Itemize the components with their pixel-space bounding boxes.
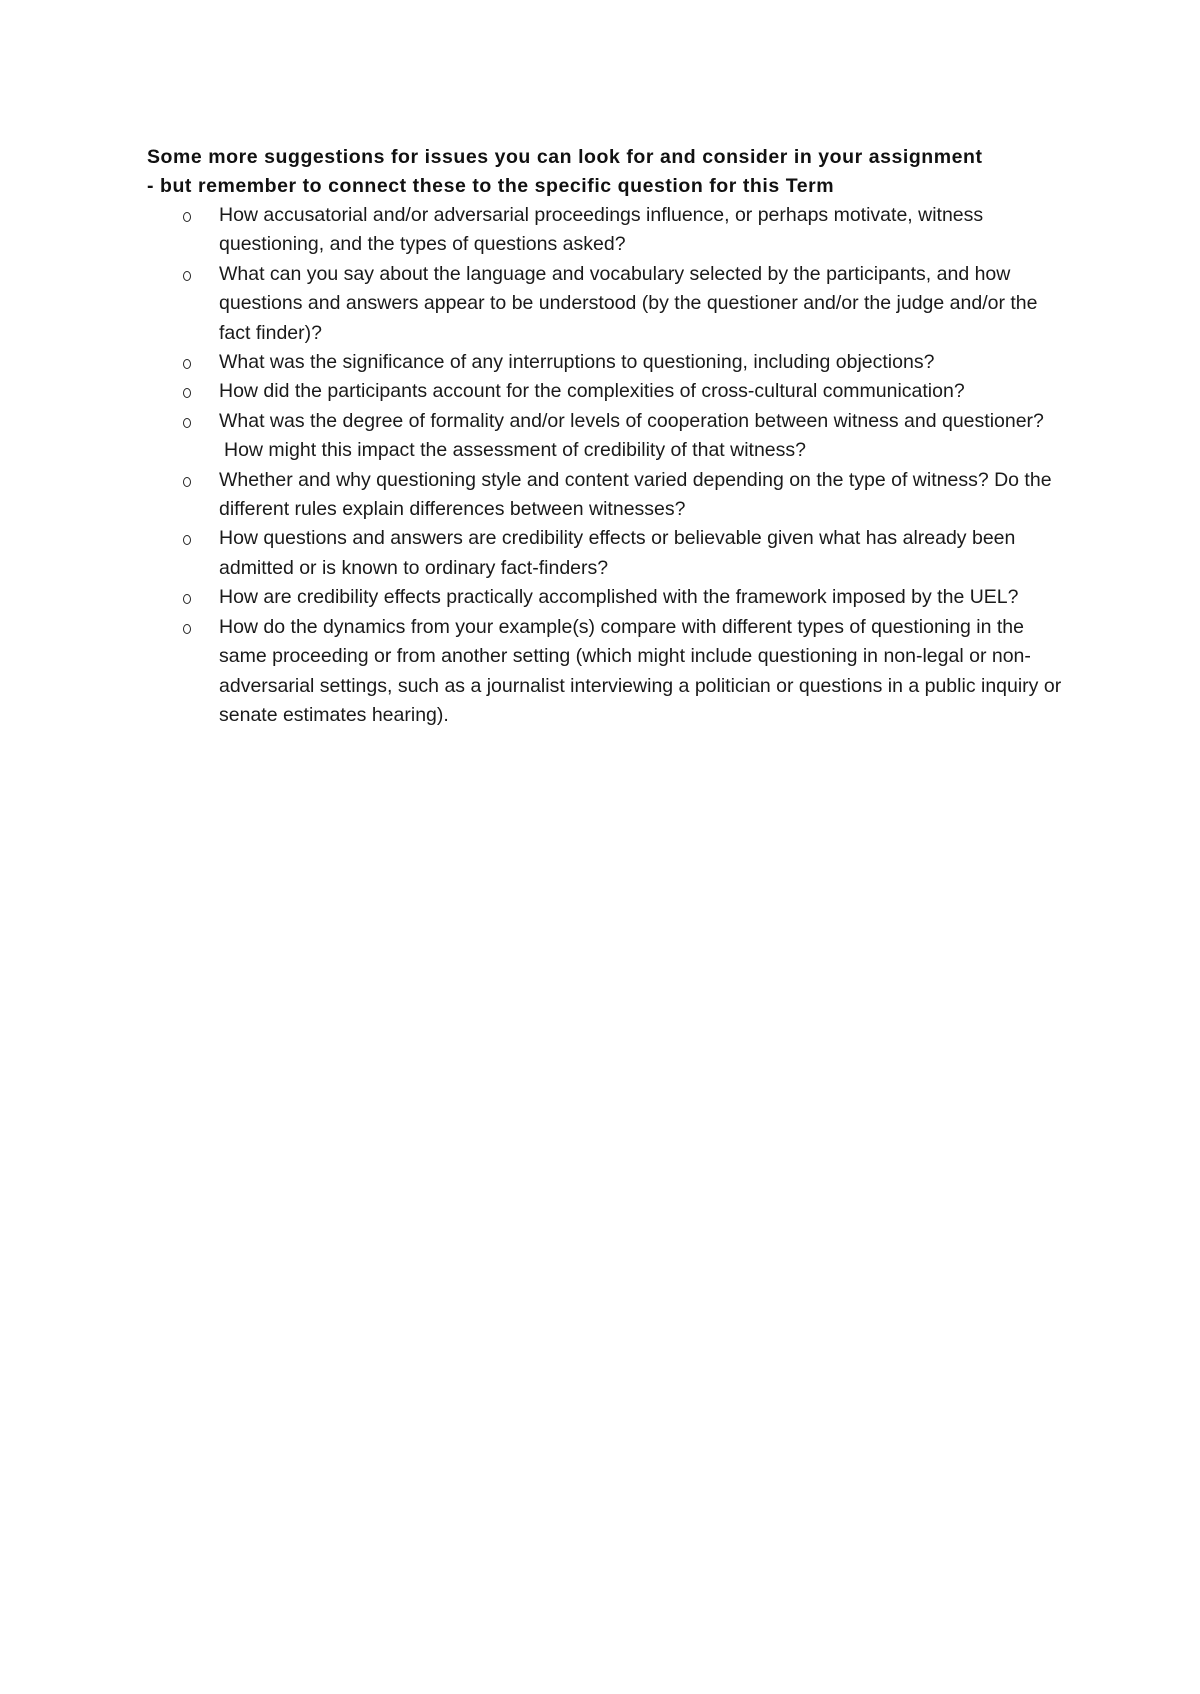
heading-line-2: - but remember to connect these to the specific question for this Term [147, 175, 835, 197]
list-item [147, 260, 1067, 348]
list-item-text: Whether and why questioning style and content varied depending on the type of witness? Do the different rules explain differences between witnesses? [219, 468, 1052, 521]
hollow-bullet-icon [183, 359, 191, 369]
list-item-note: How might this impact the assessment of credibility of that witness? [224, 439, 806, 462]
list-item [147, 524, 1067, 583]
list-item-text: How are credibility effects practically accomplished with the framework imposed by the UEL? [219, 586, 1019, 609]
list-item-text: How did the participants account for the complexities of cross-cultural communication? [219, 380, 965, 403]
list-item-text: How do the dynamics from your example(s) compare with different types of questioning in the same proceeding or from another setting (which might include questioning in non-legal or non-adversarial settings, such as a journalist interviewing a politician or questions in a public inquiry or senate estimates hearing). [219, 615, 1062, 726]
list-item-text: How accusatorial and/or adversarial proceedings influence, or perhaps motivate, witness questioning, and the types of questions asked? [219, 204, 984, 256]
hollow-bullet-icon [183, 477, 191, 487]
suggestion-list [147, 201, 1067, 730]
list-item-text: How questions and answers are credibility effects or believable given what has already been admitted or is known to ordinary fact-finders? [219, 527, 1016, 579]
list-item [147, 583, 1067, 612]
list-item [147, 407, 1067, 436]
list-item [147, 377, 1067, 406]
list-item [147, 613, 1067, 731]
list-item-text: What was the significance of any interruptions to questioning, including objections? [219, 351, 935, 374]
hollow-bullet-icon [183, 624, 191, 634]
hollow-bullet-icon [183, 535, 191, 545]
document-content [147, 143, 1067, 730]
hollow-bullet-icon [183, 594, 191, 604]
hollow-bullet-icon [183, 212, 191, 222]
list-item-text: What can you say about the language and vocabulary selected by the participants, and how questions and answers appear to be understood (by the questioner and/or the judge and/or the fact finder)? [219, 262, 1038, 344]
hollow-bullet-icon [183, 388, 191, 398]
list-item-text: What was the degree of formality and/or levels of cooperation between witness and questioner? [219, 409, 1044, 432]
heading [147, 143, 1067, 201]
hollow-bullet-icon [183, 271, 191, 281]
list-item [147, 466, 1067, 525]
list-item [147, 348, 1067, 377]
hollow-bullet-icon [183, 418, 191, 428]
heading-line-1: Some more suggestions for issues you can look for and consider in your assignment [147, 146, 983, 168]
list-item [147, 201, 1067, 260]
